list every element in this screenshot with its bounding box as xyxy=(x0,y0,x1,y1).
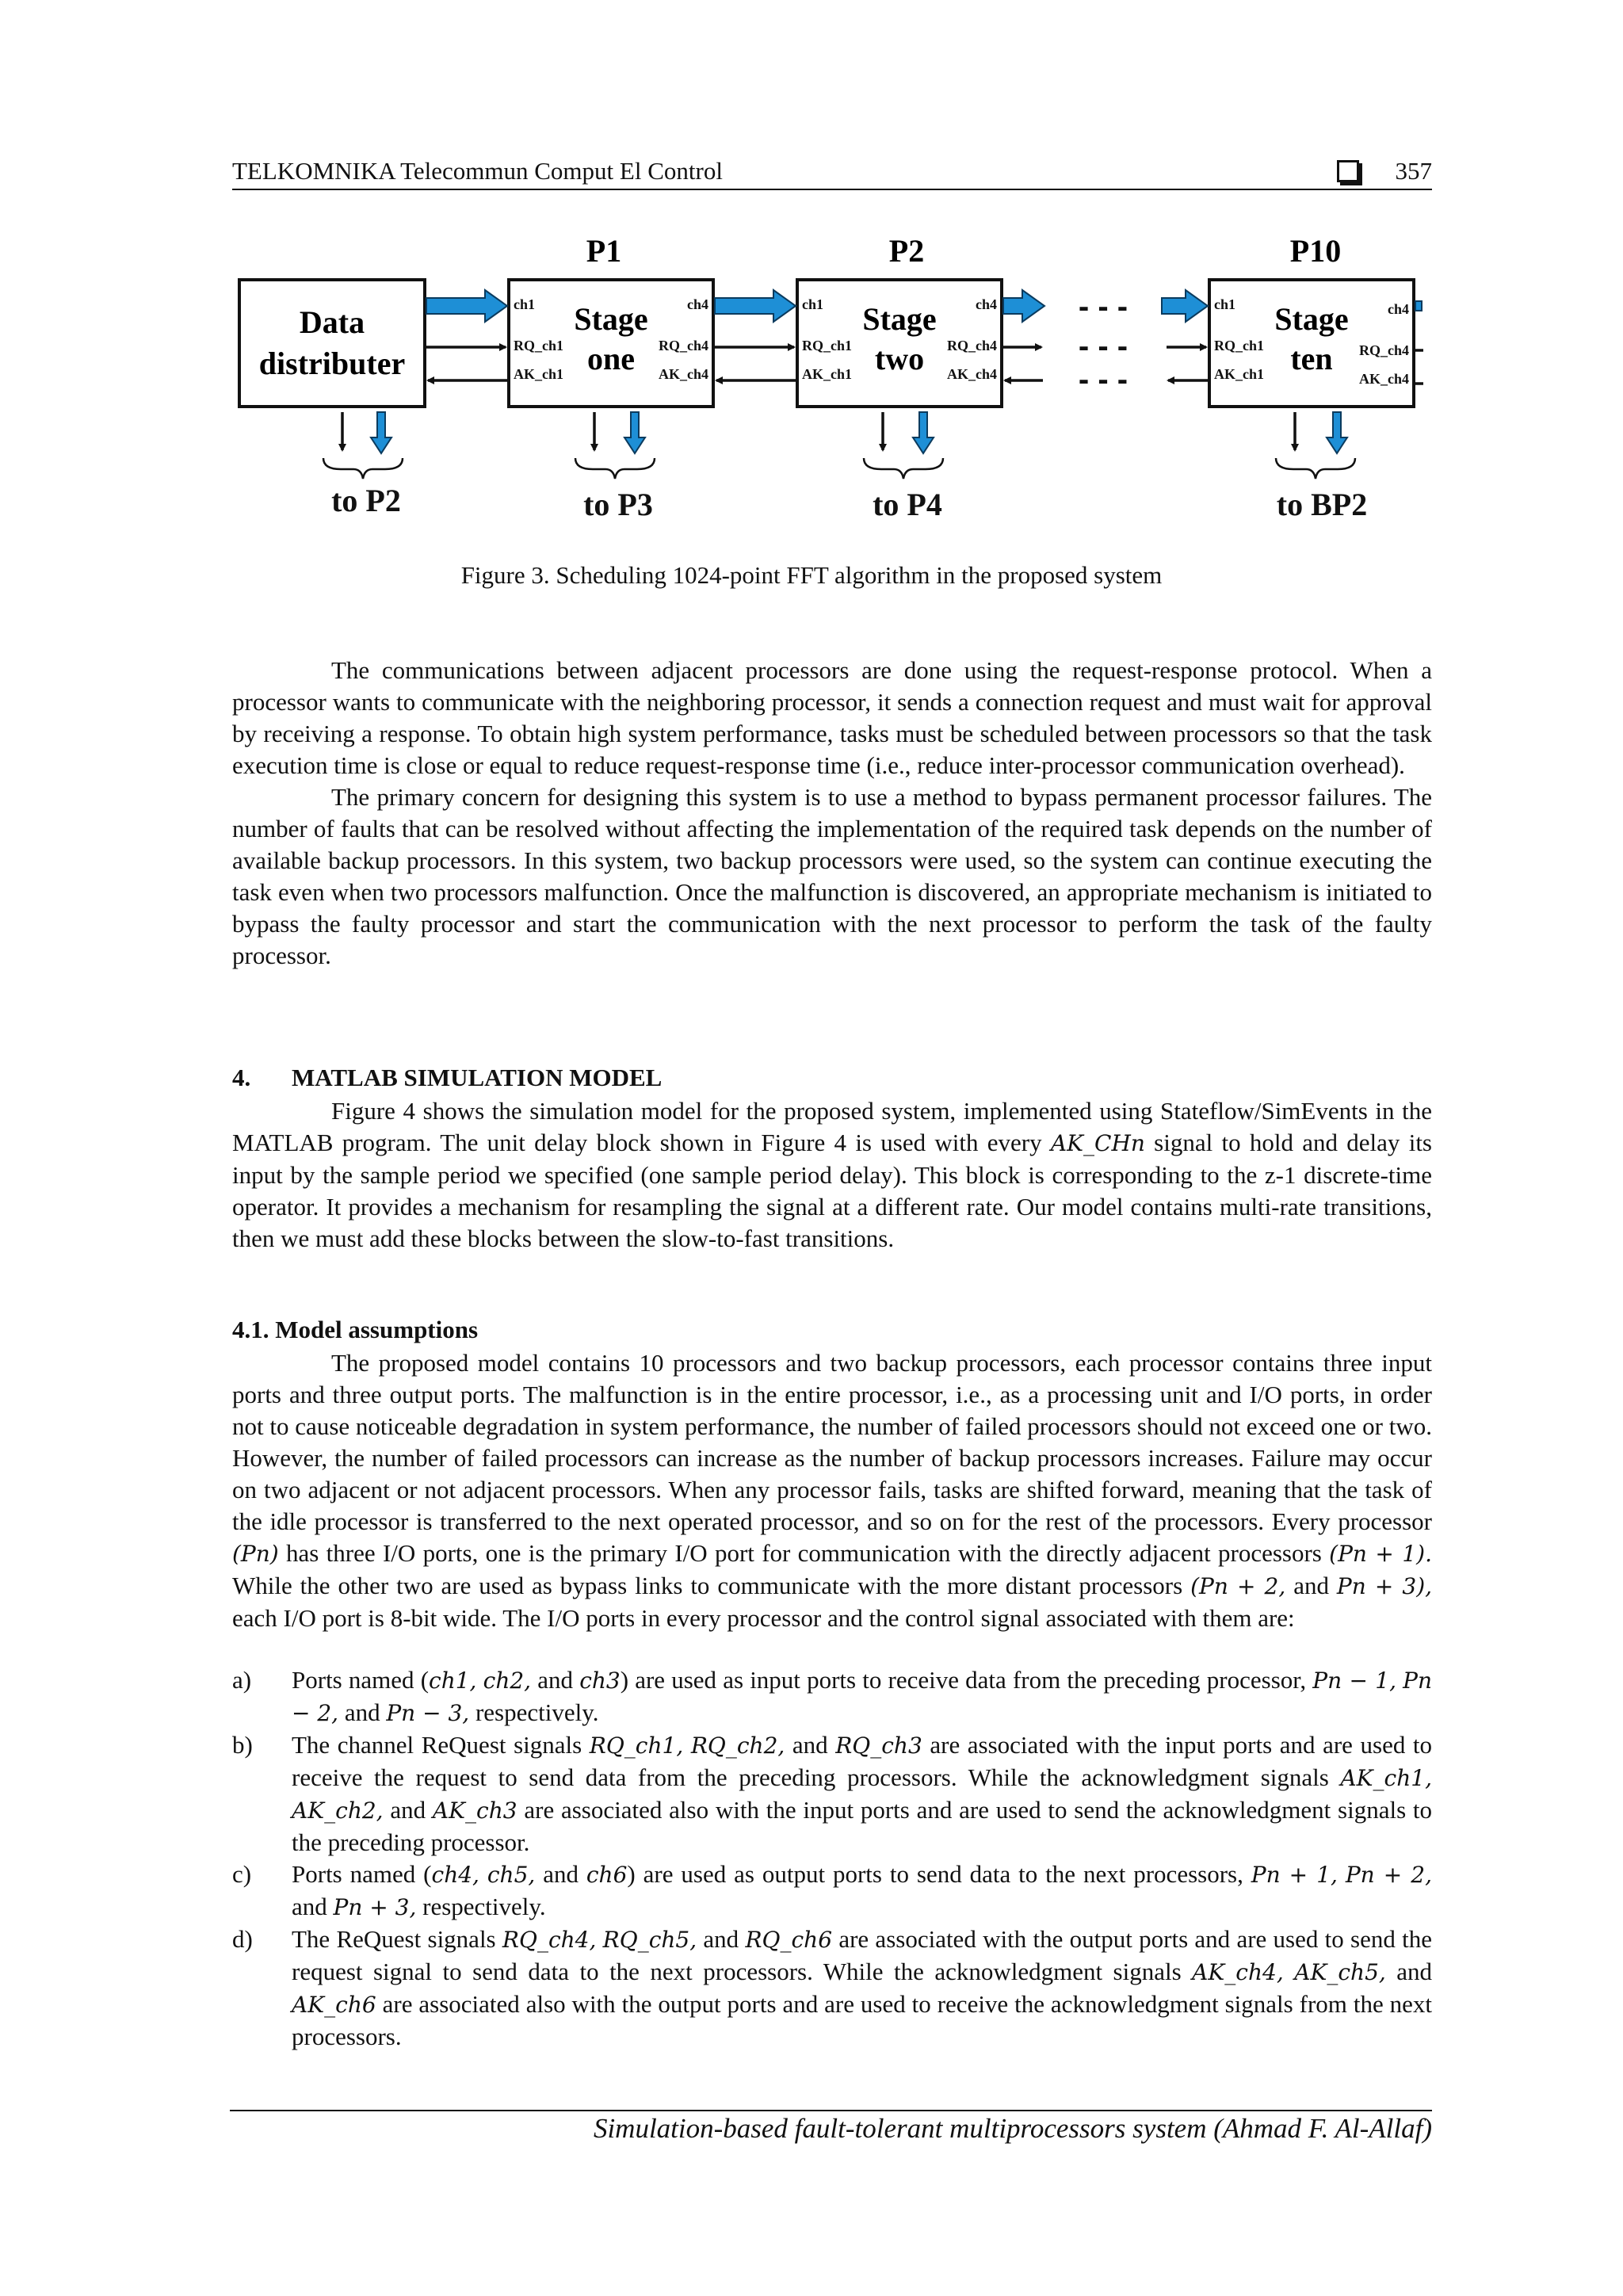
stage-two-line1: Stage xyxy=(862,301,937,337)
text-run: While the other two are used as bypass links to communicate with the more distant processors xyxy=(232,1572,1183,1599)
ellipsis-row2: - - - xyxy=(1078,329,1128,364)
p2-ch4-label: ch4 xyxy=(976,296,997,312)
text-run: and xyxy=(1396,1958,1433,1985)
list-marker: a) xyxy=(232,1666,252,1694)
list-marker: b) xyxy=(232,1731,253,1759)
processor-label-p10: P10 xyxy=(1289,233,1342,269)
brace-p2 xyxy=(864,458,943,479)
p1-rq-ch4-label: RQ_ch4 xyxy=(659,338,708,353)
p2-rq-ch4-label: RQ_ch4 xyxy=(947,338,997,353)
text-run: each I/O port is 8-bit wide. The I/O ports in every processor and the control signal associated with them are: xyxy=(232,1604,1295,1632)
math-symbol: (Pn + 2, xyxy=(1190,1573,1286,1599)
text-run: Ports named ( xyxy=(292,1860,432,1888)
math-symbol: AK_ch4, xyxy=(1192,1959,1284,1985)
blue-arrow-p1-p2 xyxy=(715,290,796,322)
stage-ten-line1: Stage xyxy=(1274,301,1349,337)
stage-one-line1: Stage xyxy=(574,301,648,337)
math-symbol: Pn − 3, xyxy=(386,1700,470,1726)
p2-ch1-label: ch1 xyxy=(802,296,823,312)
math-symbol: (Pn + 1). xyxy=(1329,1541,1432,1567)
text-run: Figure 4 shows the simulation model for the proposed system, implemented using Stateflow/SimEvents in the MATLAB program. The unit delay block shown in Figure 4 is used with every xyxy=(232,1097,1432,1156)
dest-to-p4: to P4 xyxy=(873,487,942,522)
section-4-title: MATLAB SIMULATION MODEL xyxy=(292,1064,663,1091)
p1-ak-ch4-label: AK_ch4 xyxy=(659,366,708,382)
section-4-heading xyxy=(232,1064,662,1092)
p10-rq-ch4-label: RQ_ch4 xyxy=(1359,342,1409,358)
math-symbol: AK_ch2, xyxy=(292,1797,384,1824)
text-run: and xyxy=(292,1893,327,1920)
text-run: The ReQuest signals xyxy=(292,1925,496,1953)
math-symbol: RQ_ch6 xyxy=(745,1927,833,1953)
text-run: The channel ReQuest signals xyxy=(292,1731,582,1759)
math-symbol: Pn + 1, xyxy=(1251,1862,1338,1888)
blue-down-arrow-p10 xyxy=(1327,412,1347,453)
paragraph-simulation-model xyxy=(232,1095,1432,1255)
text-run: respectively. xyxy=(475,1698,599,1726)
paragraph-communications: The communications between adjacent processors are done using the request-response protocol. When a processor wants to communicate with the neighboring processor, it sends a connection request and must wait for approval by receiving a response. To obtain high system performance, tasks must be scheduled between processors so that the task execution time is close or equal to reduce request-response time (i.e., reduce inter-processor communication overhead). xyxy=(232,656,1432,779)
blue-arrow-p2-out xyxy=(1003,290,1044,322)
running-footer: Simulation-based fault-tolerant multiprocessors system (Ahmad F. Al-Allaf) xyxy=(593,2113,1432,2144)
math-symbol: AK_CHn xyxy=(1050,1130,1145,1156)
list-item-a xyxy=(232,1664,1432,1729)
text-run: has three I/O ports, one is the primary I/O port for communication with the directly adjacent processors xyxy=(286,1539,1322,1567)
p1-ak-ch1-label: AK_ch1 xyxy=(514,366,563,382)
p10-ch1-label: ch1 xyxy=(1214,296,1235,312)
list-item-d xyxy=(232,1924,1432,2053)
text-run: are associated with the output ports and are used to send the request signal to send data to the next processors. While the acknowledgment signals xyxy=(292,1925,1433,1985)
figure-3 xyxy=(230,222,1434,531)
processor-label-p2: P2 xyxy=(888,233,925,269)
square-bullet-icon xyxy=(1337,160,1359,182)
blue-arrow-in-p10 xyxy=(1162,290,1208,322)
text-run: ) are used as input ports to receive data from the preceding processor, xyxy=(620,1666,1307,1694)
math-symbol: Pn − 1, xyxy=(1312,1668,1396,1694)
blue-arrow-dist-p1 xyxy=(426,290,507,322)
math-symbol: RQ_ch1, xyxy=(589,1733,684,1759)
text-run: are associated also with the output ports and are used to receive the acknowledgment signals from the next processors. xyxy=(292,1990,1433,2050)
text-run: are associated with the input ports and are used to receive the request to send data from the preceding processors. While the acknowledgment signals xyxy=(292,1731,1433,1791)
blue-down-arrow-p2 xyxy=(913,412,934,453)
section-4-1-body xyxy=(232,1347,1432,1634)
text-run: signal to hold and delay its input by the sample period we specified (one sample period delay). This block is corresponding to the z-1 discrete-time operator. It provides a mechanism for resampling the signal at a different rate. Our model contains multi-rate transitions, then we must add these blocks between the slow-to-fast transitions. xyxy=(232,1129,1432,1252)
stage-two-line2: two xyxy=(874,341,925,376)
math-symbol: ch2, xyxy=(483,1668,532,1694)
list-item-b xyxy=(232,1729,1432,1859)
section-4-1-heading: 4.1. Model assumptions xyxy=(232,1316,479,1343)
text-run: Ports named ( xyxy=(292,1666,430,1694)
math-symbol: AK_ch3 xyxy=(432,1797,517,1824)
brace-p10 xyxy=(1276,458,1355,479)
list-marker: d) xyxy=(232,1925,253,1953)
stage-ten-line2: ten xyxy=(1290,341,1333,376)
math-symbol: RQ_ch5, xyxy=(602,1927,697,1953)
p2-ak-ch1-label: AK_ch1 xyxy=(802,366,852,382)
dest-to-bp2: to BP2 xyxy=(1276,487,1368,522)
paragraph-primary-concern: The primary concern for designing this system is to use a method to bypass permanent processor failures. The number of faults that can be resolved without affecting the implementation of the required task depends on the number of available backup processors. In this system, two backup processors were used, so the system can continue executing the task even when two processors malfunction. Once the malfunction is discovered, an appropriate mechanism is initiated to bypass the faulty processor and start the communication with the next processor to perform the task of the faulty processor. xyxy=(232,783,1432,969)
p1-ch1-label: ch1 xyxy=(514,296,535,312)
math-symbol: Pn − 2, xyxy=(292,1668,1433,1726)
math-symbol: ch3 xyxy=(579,1668,621,1694)
page-header xyxy=(232,155,1432,189)
blue-stub-p10 xyxy=(1415,301,1422,311)
intro-paragraphs xyxy=(232,655,1432,972)
text-run: and xyxy=(792,1731,828,1759)
p2-ak-ch4-label: AK_ch4 xyxy=(947,366,997,382)
math-symbol: RQ_ch3 xyxy=(835,1733,922,1759)
scheduling-diagram xyxy=(230,222,1434,531)
math-symbol: AK_ch1, xyxy=(1340,1765,1432,1791)
brace-p1 xyxy=(575,458,655,479)
text-run: and xyxy=(543,1860,579,1888)
p10-ak-ch1-label: AK_ch1 xyxy=(1214,366,1264,382)
data-distributer-box xyxy=(239,280,425,407)
math-symbol: RQ_ch2, xyxy=(690,1733,785,1759)
math-symbol: Pn + 3), xyxy=(1336,1573,1433,1599)
text-run: and xyxy=(390,1796,426,1824)
math-symbol: Pn + 3, xyxy=(333,1894,417,1920)
list-item-c xyxy=(232,1859,1432,1924)
text-run: and xyxy=(344,1698,380,1726)
math-symbol: RQ_ch4, xyxy=(502,1927,597,1953)
brace-dist xyxy=(323,458,403,479)
p10-ak-ch4-label: AK_ch4 xyxy=(1359,371,1409,387)
dest-to-p2: to P2 xyxy=(331,483,401,518)
math-symbol: ch5, xyxy=(487,1862,536,1888)
port-list xyxy=(232,1664,1432,2053)
page-number: 357 xyxy=(1395,157,1432,185)
paragraph-model-assumptions xyxy=(232,1347,1432,1634)
math-symbol: AK_ch6 xyxy=(292,1992,376,2018)
section-4-body xyxy=(232,1095,1432,1255)
text-run: are associated also with the input ports and are used to send the acknowledgment signals to the preceding processor. xyxy=(292,1796,1433,1856)
dest-to-p3: to P3 xyxy=(583,487,653,522)
stage-one-line2: one xyxy=(587,341,635,376)
p10-rq-ch1-label: RQ_ch1 xyxy=(1214,338,1264,353)
p1-ch4-label: ch4 xyxy=(687,296,708,312)
distributer-line2: distributer xyxy=(258,346,406,381)
ellipsis-row3: - - - xyxy=(1078,362,1128,397)
p10-ch4-label: ch4 xyxy=(1388,301,1409,317)
p1-rq-ch1-label: RQ_ch1 xyxy=(514,338,563,353)
processor-label-p1: P1 xyxy=(586,233,622,269)
math-symbol: ch4, xyxy=(431,1862,479,1888)
math-symbol: ch1, xyxy=(429,1668,477,1694)
math-symbol: Pn + 2, xyxy=(1345,1862,1432,1888)
p2-rq-ch1-label: RQ_ch1 xyxy=(802,338,852,353)
math-symbol: (Pn) xyxy=(232,1541,279,1567)
text-run: respectively. xyxy=(422,1893,546,1920)
list-marker: c) xyxy=(232,1860,252,1888)
text-run: and xyxy=(703,1925,739,1953)
math-symbol: ch6 xyxy=(586,1862,628,1888)
journal-title: TELKOMNIKA Telecommun Comput El Control xyxy=(232,157,723,185)
blue-down-arrow-dist xyxy=(371,412,391,453)
text-run: and xyxy=(1293,1572,1329,1599)
blue-down-arrow-p1 xyxy=(624,412,645,453)
ellipsis-row1: - - - xyxy=(1078,289,1128,324)
footer-rule xyxy=(230,2110,1432,2111)
distributer-line1: Data xyxy=(299,304,365,340)
section-4-number: 4. xyxy=(232,1064,251,1091)
figure-caption: Figure 3. Scheduling 1024-point FFT algorithm in the proposed system xyxy=(460,561,1163,589)
text-run: The proposed model contains 10 processors and two backup processors, each processor contains three input ports and three output ports. The malfunction is in the entire processor, i.e., as a processing unit and I/O ports, in order not to cause noticeable degradation in system performance, the number of failed processors should not exceed one or two. However, the number of failed processors can increase as the number of backup processors increases. Failure may occur on two adjacent or not adjacent processors. When any processor fails, tasks are shifted forward, meaning that the task of the idle processor is transferred to the next operated processor, and so on for the rest of the processors. Every processor xyxy=(232,1349,1432,1535)
text-run: ) are used as output ports to send data to the next processors, xyxy=(627,1860,1243,1888)
math-symbol: AK_ch5, xyxy=(1294,1959,1386,1985)
header-rule xyxy=(232,189,1432,190)
text-run: and xyxy=(537,1666,574,1694)
